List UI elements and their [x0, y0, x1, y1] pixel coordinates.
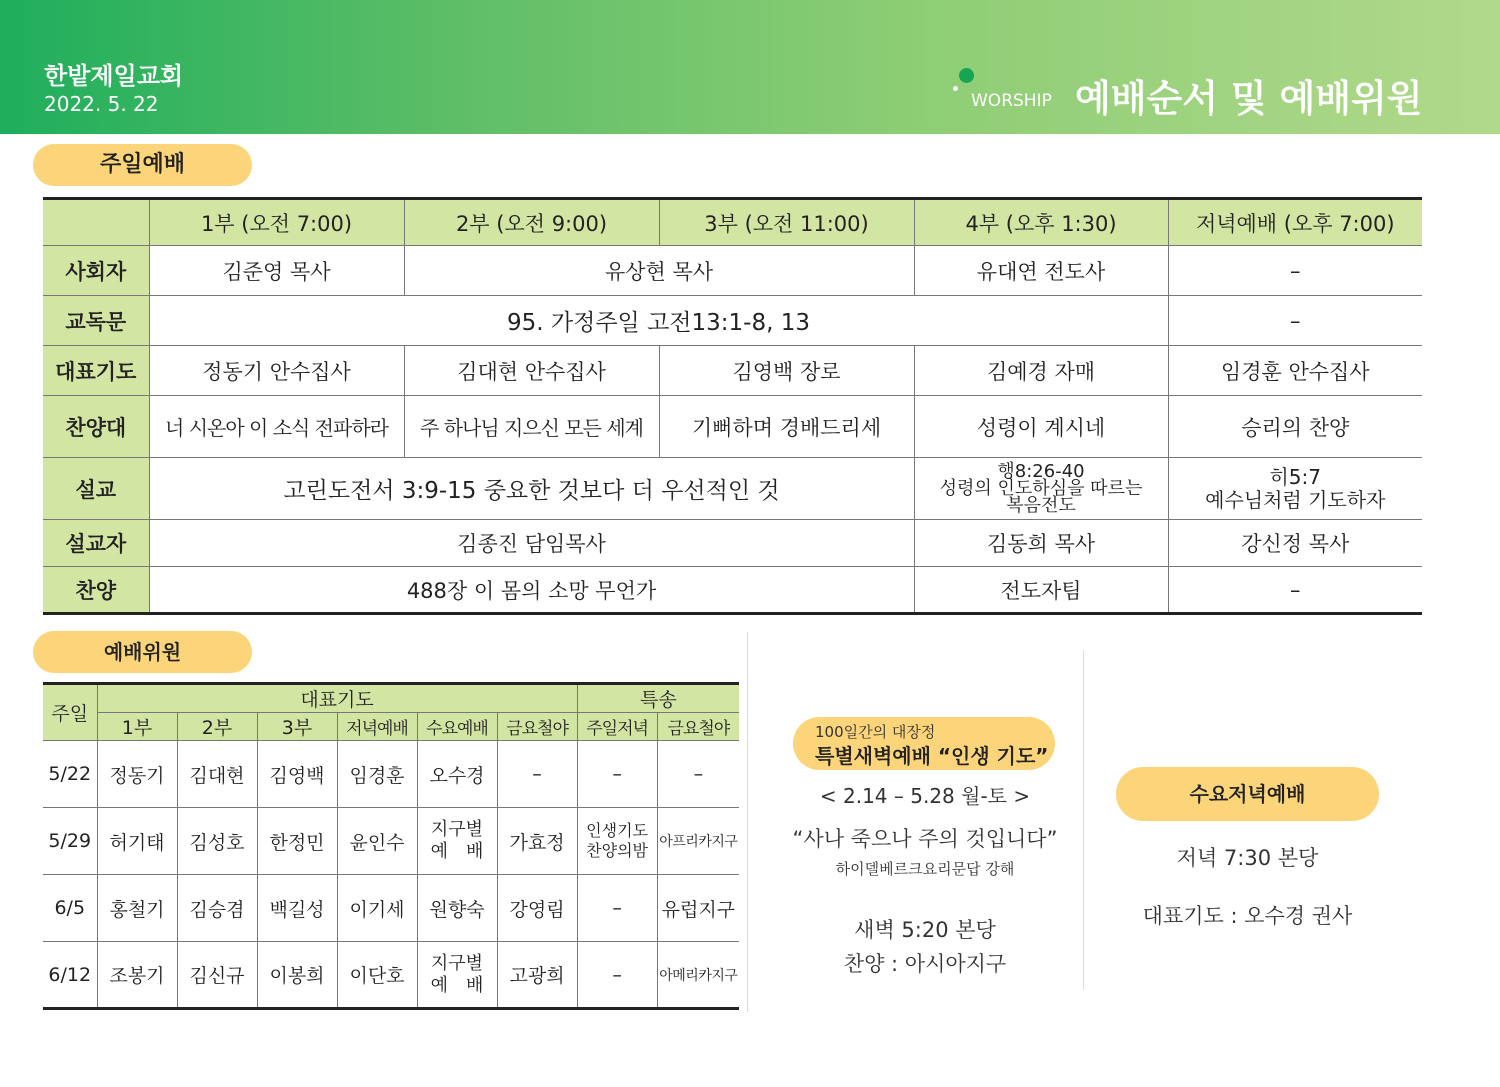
- table-cell: –: [577, 741, 657, 808]
- section-title-staff: 예배위원: [33, 631, 252, 673]
- table-header-row: [43, 684, 739, 713]
- cell-line: 찬양의밤: [586, 841, 648, 860]
- cell-line: 지구별: [430, 952, 484, 974]
- section-title-service: 주일예배: [33, 144, 252, 186]
- table-cell: 정동기: [97, 741, 177, 808]
- table-cell: 김동희 목사: [914, 520, 1168, 567]
- green-dot-icon: [959, 68, 974, 83]
- table-cell: 김성호: [177, 808, 257, 875]
- table-cell: [417, 942, 497, 1009]
- table-row: [43, 458, 1422, 520]
- service-order-table: [43, 197, 1422, 615]
- table-row: [43, 567, 1422, 614]
- table-cell: 윤인수: [337, 808, 417, 875]
- column-header: 금요철야: [657, 713, 739, 741]
- table-row: [43, 246, 1422, 296]
- divider: [747, 632, 748, 1012]
- table-cell: 백길성: [257, 875, 337, 942]
- dawn-service-period: < 2.14 – 5.28 월-토 >: [819, 784, 1031, 808]
- table-cell: –: [577, 942, 657, 1009]
- table-cell: 아메리카지구: [657, 942, 739, 1009]
- column-header: 2부: [177, 713, 257, 741]
- table-cell: 95. 가정주일 고전13:1-8, 13: [149, 296, 1168, 346]
- dawn-service-subtitle: 100일간의 대장정: [815, 723, 936, 741]
- table-cell: 김신규: [177, 942, 257, 1009]
- column-header: 2부 (오전 9:00): [404, 199, 659, 246]
- week-date: 5/22: [43, 741, 97, 808]
- row-label: 설교자: [43, 520, 149, 567]
- table-row: [43, 520, 1422, 567]
- row-label: 대표기도: [43, 346, 149, 396]
- table-cell: 유상현 목사: [404, 246, 914, 296]
- wednesday-service-prayer: 대표기도 : 오수경 권사: [1142, 904, 1353, 928]
- dawn-service-praise: 찬양 : 아시아지구: [843, 952, 1007, 976]
- table-row: [43, 808, 739, 875]
- week-date: 6/12: [43, 942, 97, 1009]
- table-cell: 성령이 계시네: [914, 396, 1168, 458]
- table-cell: 아프리카지구: [657, 808, 739, 875]
- table-cell: [417, 808, 497, 875]
- column-group-prayer: 대표기도: [97, 684, 577, 713]
- table-cell: 원향숙: [417, 875, 497, 942]
- table-cell: 한정민: [257, 808, 337, 875]
- table-row: [43, 346, 1422, 396]
- sermon-text-line: 히5:7: [1269, 464, 1321, 489]
- table-cell: –: [1168, 567, 1422, 614]
- wednesday-service-title: 수요저녁예배: [1116, 767, 1379, 821]
- header-banner: [0, 0, 1500, 134]
- column-header-week: 주일: [43, 684, 97, 741]
- row-label: 설교: [43, 458, 149, 520]
- table-cell: 강영림: [497, 875, 577, 942]
- table-header-row: [43, 199, 1422, 246]
- table-cell: 이봉희: [257, 942, 337, 1009]
- row-label: 교독문: [43, 296, 149, 346]
- table-cell: –: [657, 741, 739, 808]
- week-date: 5/29: [43, 808, 97, 875]
- column-header: 4부 (오후 1:30): [914, 199, 1168, 246]
- table-cell: 고린도전서 3:9-15 중요한 것보다 더 우선적인 것: [149, 458, 914, 520]
- column-header: 금요철야: [497, 713, 577, 741]
- bulletin-date: 2022. 5. 22: [44, 92, 159, 116]
- white-dot-icon: [953, 86, 958, 91]
- table-cell: 기뻐하며 경배드리세: [659, 396, 914, 458]
- table-cell: –: [577, 875, 657, 942]
- church-name: 한밭제일교회: [44, 62, 184, 90]
- table-cell: 전도자팀: [914, 567, 1168, 614]
- sermon-text-line: 행8:26-40: [997, 461, 1085, 482]
- column-header: 수요예배: [417, 713, 497, 741]
- table-cell: 김준영 목사: [149, 246, 404, 296]
- table-row: [43, 296, 1422, 346]
- table-cell: 김영백 장로: [659, 346, 914, 396]
- table-row: [43, 396, 1422, 458]
- table-cell: 주 하나님 지으신 모든 세계: [404, 396, 659, 458]
- table-cell: 김종진 담임목사: [149, 520, 914, 567]
- row-label: 찬양대: [43, 396, 149, 458]
- row-label: 찬양: [43, 567, 149, 614]
- table-cell: 임경훈: [337, 741, 417, 808]
- table-cell: 고광희: [497, 942, 577, 1009]
- table-cell: 유럽지구: [657, 875, 739, 942]
- worship-staff-table: [43, 682, 739, 1010]
- table-cell: 김승겸: [177, 875, 257, 942]
- table-cell: 이단호: [337, 942, 417, 1009]
- table-cell: 홍철기: [97, 875, 177, 942]
- column-header: 3부: [257, 713, 337, 741]
- dawn-service-quote: “사나 죽으나 주의 것입니다”: [792, 827, 1058, 851]
- table-cell: 김예경 자매: [914, 346, 1168, 396]
- table-cell: –: [1168, 296, 1422, 346]
- table-cell: 강신정 목사: [1168, 520, 1422, 567]
- table-cell: 너 시온아 이 소식 전파하라: [149, 396, 404, 458]
- table-cell: 정동기 안수집사: [149, 346, 404, 396]
- table-cell: –: [497, 741, 577, 808]
- table-cell: 허기태: [97, 808, 177, 875]
- column-header: 1부 (오전 7:00): [149, 199, 404, 246]
- sermon-text-line: 복음전도: [1006, 495, 1076, 516]
- column-header: 1부: [97, 713, 177, 741]
- table-row: [43, 741, 739, 808]
- column-header: 3부 (오전 11:00): [659, 199, 914, 246]
- column-group-special: 특송: [577, 684, 739, 713]
- column-header: 저녁예배 (오후 7:00): [1168, 199, 1422, 246]
- cell-line: 예 배: [430, 841, 484, 862]
- column-header: 저녁예배: [337, 713, 417, 741]
- table-cell: [577, 808, 657, 875]
- page-title: 예배순서 및 예배위원: [1075, 77, 1423, 120]
- dawn-service-time: 새벽 5:20 본당: [854, 918, 996, 942]
- table-cell: 김영백: [257, 741, 337, 808]
- table-subheader-row: [43, 713, 739, 741]
- dawn-service-title: 특별새벽예배 “인생 기도”: [815, 744, 1049, 768]
- worship-label: WORSHIP: [971, 91, 1052, 111]
- table-cell: 가효정: [497, 808, 577, 875]
- table-row: [43, 875, 739, 942]
- table-cell: [914, 458, 1168, 520]
- table-cell: 오수경: [417, 741, 497, 808]
- table-cell: [1168, 458, 1422, 520]
- wednesday-service-time: 저녁 7:30 본당: [1176, 846, 1319, 870]
- table-cell: 김대현: [177, 741, 257, 808]
- dawn-service-study: 하이델베르크요리문답 강해: [835, 860, 1015, 878]
- column-header: 주일저녁: [577, 713, 657, 741]
- cell-line: 지구별: [430, 819, 484, 840]
- row-label: 사회자: [43, 246, 149, 296]
- table-cell: 김대현 안수집사: [404, 346, 659, 396]
- table-cell: 488장 이 몸의 소망 무언가: [149, 567, 914, 614]
- table-row: [43, 942, 739, 1009]
- sermon-text-line: 성령의 인도하심을 따르는: [939, 478, 1143, 499]
- header-corner: [43, 199, 149, 246]
- table-cell: 임경훈 안수집사: [1168, 346, 1422, 396]
- table-cell: 조봉기: [97, 942, 177, 1009]
- table-cell: –: [1168, 246, 1422, 296]
- cell-line: 예 배: [430, 974, 484, 996]
- week-date: 6/5: [43, 875, 97, 942]
- table-cell: 승리의 찬양: [1168, 396, 1422, 458]
- sermon-text-line: 예수님처럼 기도하자: [1205, 487, 1386, 512]
- table-cell: 유대연 전도사: [914, 246, 1168, 296]
- cell-line: 인생기도: [586, 821, 648, 840]
- table-cell: 이기세: [337, 875, 417, 942]
